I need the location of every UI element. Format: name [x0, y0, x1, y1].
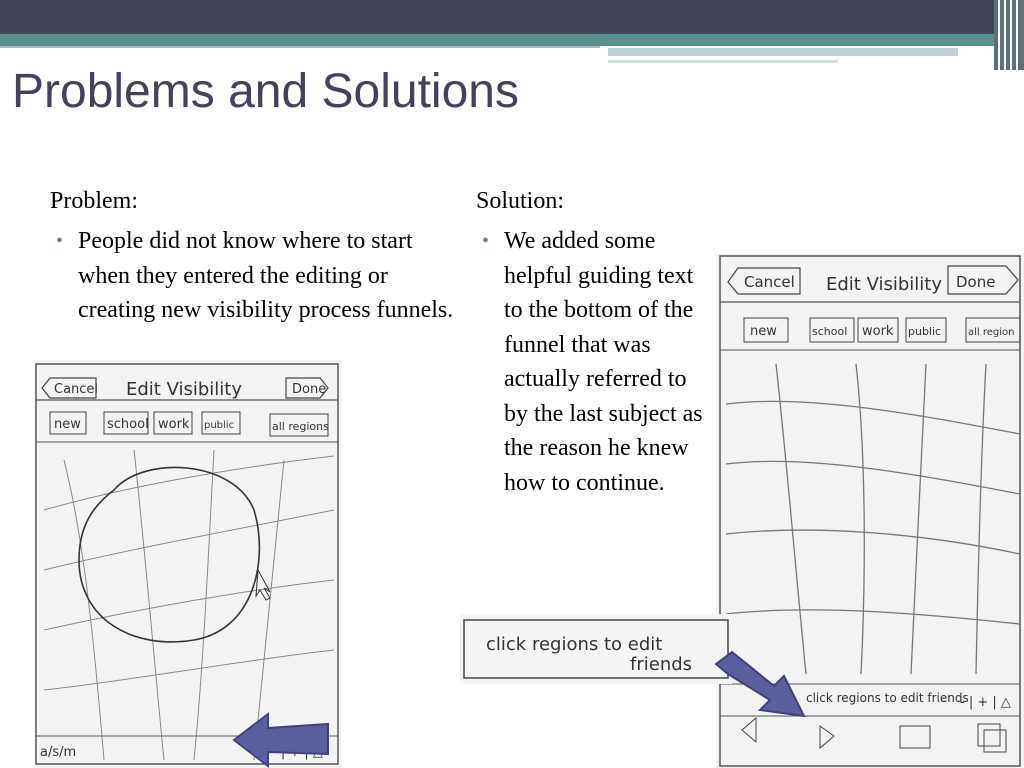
- arrow-right-icon: [712, 650, 812, 720]
- sketch-right-chip-new: new: [750, 324, 777, 339]
- page-title: Problems and Solutions: [12, 65, 519, 118]
- bullet-dot: •: [56, 230, 64, 252]
- header-accent-bar: [0, 34, 1024, 46]
- header-accent-line-right: [608, 48, 958, 56]
- sketch-right-chip-work: work: [862, 324, 894, 339]
- sketch-right-chip-public: public: [908, 325, 942, 338]
- bullet-dot: •: [482, 230, 490, 252]
- sketch-left: [34, 360, 342, 768]
- problem-bullet-text: People did not know where to start when they entered the editing or creating new visibility process funnels.: [78, 228, 454, 323]
- guide-callout-line1: click regions to edit: [486, 634, 663, 655]
- sketch-left-drawing: [34, 360, 342, 768]
- solution-heading: Solution:: [476, 188, 565, 214]
- guide-callout-line2: friends: [630, 654, 693, 675]
- sketch-left-chip-all-regions: all regions: [272, 420, 329, 433]
- problem-heading: Problem:: [50, 188, 138, 214]
- sketch-right-guide: click regions to edit friends: [806, 691, 969, 705]
- header-stripes: [994, 0, 1024, 70]
- solution-bullet: [482, 224, 714, 500]
- sketch-right-done: Done: [956, 273, 996, 291]
- sketch-left-title: Edit Visibility: [126, 379, 243, 400]
- sketch-right-chip-school: school: [812, 325, 848, 338]
- sketch-left-chip-school: school: [107, 417, 149, 432]
- sketch-left-chip-public: public: [204, 420, 235, 431]
- header-accent-line: [0, 46, 600, 48]
- solution-bullet-text: We added some helpful guiding text to the bottom of the funnel that was actually referred to by the last subject as the reason he knew how to continue.: [504, 228, 703, 496]
- sketch-right-chip-all-region: all region: [968, 327, 1015, 338]
- sketch-left-chip-work: work: [158, 417, 190, 432]
- sketch-left-chip-new: new: [54, 417, 81, 432]
- arrow-left-icon: [232, 710, 332, 768]
- sketch-right-title: Edit Visibility: [826, 274, 943, 295]
- guide-callout-drawing: [460, 614, 732, 684]
- sketch-left-done: Done: [292, 382, 327, 397]
- guide-callout: [460, 614, 732, 684]
- header-bar: [0, 0, 1024, 34]
- sketch-left-cancel: Cancel: [54, 382, 99, 397]
- sketch-right-cancel: Cancel: [744, 273, 795, 291]
- sketch-left-bottom-left: a/s/m: [40, 745, 77, 760]
- problem-bullet: [56, 224, 458, 328]
- sketch-right-bottom-right: - | + | △: [960, 695, 1011, 710]
- header-accent-line-right-2: [608, 60, 838, 63]
